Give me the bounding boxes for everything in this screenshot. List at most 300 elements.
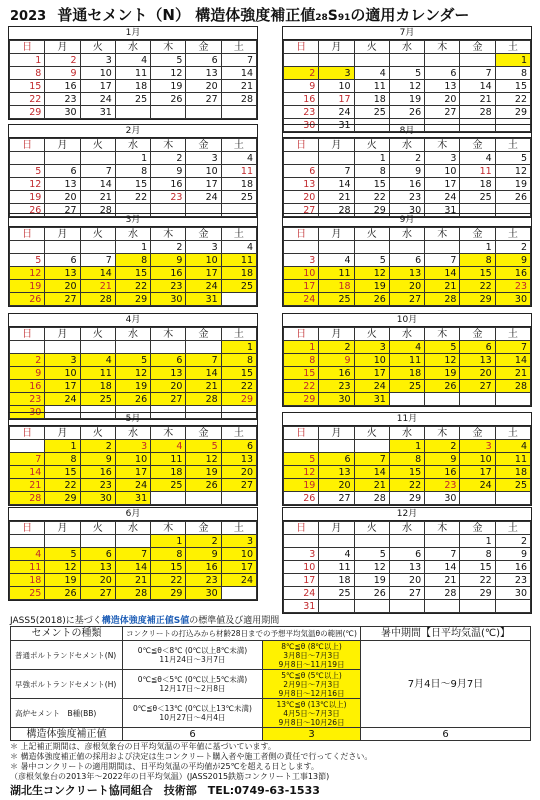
- week-row: [10, 574, 257, 587]
- day-cell: 11: [389, 354, 424, 367]
- day-cell: 22: [495, 93, 530, 106]
- day-cell: [495, 393, 530, 406]
- month-table: [283, 227, 531, 306]
- weekday-header: 土: [495, 328, 530, 341]
- day-cell: 11: [151, 453, 186, 466]
- day-cell: 5: [354, 548, 389, 561]
- day-cell: 1: [115, 241, 150, 254]
- day-cell: 13: [425, 80, 460, 93]
- day-cell: 9: [151, 165, 186, 178]
- day-cell: 1: [284, 341, 319, 354]
- day-cell: 21: [425, 574, 460, 587]
- weekday-header: 日: [284, 522, 319, 535]
- day-cell: 19: [151, 80, 186, 93]
- day-cell: 10: [221, 548, 256, 561]
- day-cell: [389, 600, 424, 613]
- day-cell: 13: [45, 267, 80, 280]
- day-cell: 26: [10, 204, 45, 217]
- day-cell: 16: [10, 380, 45, 393]
- day-cell: 17: [284, 280, 319, 293]
- weekday-header: 火: [354, 328, 389, 341]
- day-cell: 25: [319, 293, 354, 306]
- header-cement-type: セメントの種類: [11, 627, 123, 641]
- weekday-header: 火: [354, 522, 389, 535]
- day-cell: 16: [319, 367, 354, 380]
- day-cell: 24: [80, 93, 115, 106]
- day-cell: 21: [115, 574, 150, 587]
- day-cell: [284, 54, 319, 67]
- day-cell: [460, 54, 495, 67]
- day-cell: 5: [10, 165, 45, 178]
- weekday-header: 木: [425, 328, 460, 341]
- week-row: [284, 80, 531, 93]
- day-cell: 13: [45, 178, 80, 191]
- weekday-header: 水: [115, 41, 150, 54]
- day-cell: 2: [495, 241, 530, 254]
- day-cell: 21: [460, 93, 495, 106]
- day-cell: 19: [45, 574, 80, 587]
- day-cell: 22: [115, 191, 150, 204]
- day-cell: 7: [115, 548, 150, 561]
- day-cell: [115, 535, 150, 548]
- day-cell: 8: [10, 67, 45, 80]
- day-cell: 5: [115, 354, 150, 367]
- day-cell: 16: [425, 466, 460, 479]
- day-cell: [389, 393, 424, 406]
- day-cell: 12: [495, 165, 530, 178]
- day-cell: 5: [354, 254, 389, 267]
- day-cell: 7: [354, 453, 389, 466]
- week-row: [10, 80, 257, 93]
- weekday-header: 金: [460, 328, 495, 341]
- day-cell: 10: [186, 254, 221, 267]
- day-cell: 19: [495, 178, 530, 191]
- day-cell: 29: [284, 393, 319, 406]
- day-cell: 14: [186, 367, 221, 380]
- day-cell: 28: [80, 293, 115, 306]
- day-cell: 1: [115, 152, 150, 165]
- low-temp-range: 0℃≦θ＜8℃ (0℃以上8℃未満) 11月24日～3月7日: [123, 641, 263, 670]
- day-cell: 10: [425, 165, 460, 178]
- week-row: [284, 367, 531, 380]
- week-row: [10, 165, 257, 178]
- day-cell: 9: [80, 453, 115, 466]
- day-cell: 31: [425, 204, 460, 217]
- day-cell: 27: [151, 393, 186, 406]
- day-cell: 15: [10, 80, 45, 93]
- day-cell: 27: [460, 380, 495, 393]
- day-cell: 31: [284, 600, 319, 613]
- day-cell: 22: [460, 574, 495, 587]
- day-cell: 30: [319, 393, 354, 406]
- day-cell: 4: [151, 440, 186, 453]
- weekday-header: 土: [495, 41, 530, 54]
- day-cell: 4: [221, 152, 256, 165]
- day-cell: 2: [10, 354, 45, 367]
- day-cell: 1: [495, 54, 530, 67]
- day-cell: 6: [319, 453, 354, 466]
- day-cell: 14: [80, 267, 115, 280]
- week-row: [284, 54, 531, 67]
- day-cell: 7: [221, 54, 256, 67]
- day-cell: 7: [425, 254, 460, 267]
- day-cell: 6: [389, 254, 424, 267]
- day-cell: [354, 535, 389, 548]
- day-cell: 15: [45, 466, 80, 479]
- month-table: [9, 426, 257, 505]
- day-cell: 4: [319, 254, 354, 267]
- weekday-header: 木: [151, 328, 186, 341]
- low-temp-range: 0℃≦θ＜5℃ (0℃以上5℃未満) 12月17日～2月8日: [123, 670, 263, 699]
- weekday-header: 火: [80, 328, 115, 341]
- day-cell: 5: [45, 548, 80, 561]
- day-cell: 7: [425, 548, 460, 561]
- day-cell: 6: [460, 341, 495, 354]
- week-row: [284, 93, 531, 106]
- week-row: [10, 479, 257, 492]
- day-cell: 10: [115, 453, 150, 466]
- day-cell: 9: [186, 548, 221, 561]
- day-cell: 28: [115, 587, 150, 600]
- day-cell: 18: [221, 178, 256, 191]
- week-row: [10, 393, 257, 406]
- day-cell: 5: [284, 453, 319, 466]
- day-cell: 14: [221, 67, 256, 80]
- week-row: [284, 440, 531, 453]
- day-cell: [354, 440, 389, 453]
- month-label: 3月: [9, 214, 257, 227]
- day-cell: 16: [495, 267, 530, 280]
- weekday-header: 土: [495, 228, 530, 241]
- day-cell: 19: [389, 93, 424, 106]
- weekday-header: 水: [389, 41, 424, 54]
- day-cell: 11: [495, 453, 530, 466]
- day-cell: 26: [354, 293, 389, 306]
- day-cell: 16: [45, 80, 80, 93]
- day-cell: 27: [80, 587, 115, 600]
- day-cell: 13: [151, 367, 186, 380]
- month-calendar: [282, 412, 532, 506]
- day-cell: 21: [186, 380, 221, 393]
- month-calendar: [8, 124, 258, 218]
- high-temp-range: 5℃≦θ (5℃以上) 2月9日～7月3日 9月8日～12月16日: [263, 670, 361, 699]
- day-cell: [389, 241, 424, 254]
- day-cell: 17: [354, 367, 389, 380]
- day-cell: 18: [151, 466, 186, 479]
- day-cell: 26: [425, 380, 460, 393]
- weekday-header: 土: [221, 228, 256, 241]
- day-cell: 9: [389, 165, 424, 178]
- day-cell: 12: [389, 80, 424, 93]
- day-cell: 30: [186, 587, 221, 600]
- day-cell: [284, 241, 319, 254]
- day-cell: 25: [10, 587, 45, 600]
- day-cell: 17: [115, 466, 150, 479]
- day-cell: 3: [115, 440, 150, 453]
- day-cell: 9: [10, 367, 45, 380]
- day-cell: 25: [221, 280, 256, 293]
- week-row: [284, 380, 531, 393]
- month-label: 10月: [283, 314, 531, 327]
- week-row: [10, 106, 257, 119]
- day-cell: 8: [284, 354, 319, 367]
- day-cell: 22: [284, 380, 319, 393]
- day-cell: 11: [221, 165, 256, 178]
- day-cell: 6: [45, 254, 80, 267]
- weekday-header: 火: [354, 139, 389, 152]
- month-calendar: [8, 213, 258, 307]
- day-cell: 1: [10, 54, 45, 67]
- cement-name: 普通ポルトランドセメント(N): [11, 641, 123, 670]
- month-label: 9月: [283, 214, 531, 227]
- high-temp-range: 13℃≦θ (13℃以上) 4月5日～7月3日 9月8日～10月26日: [263, 699, 361, 728]
- day-cell: 8: [389, 453, 424, 466]
- day-cell: 8: [115, 254, 150, 267]
- week-row: [284, 587, 531, 600]
- week-row: [10, 466, 257, 479]
- weekday-header: 日: [10, 522, 45, 535]
- week-row: [284, 67, 531, 80]
- day-cell: 30: [80, 492, 115, 505]
- day-cell: 24: [319, 106, 354, 119]
- month-label: 8月: [283, 125, 531, 138]
- day-cell: 25: [354, 106, 389, 119]
- weekday-header: 火: [80, 427, 115, 440]
- week-row: [284, 241, 531, 254]
- day-cell: 12: [151, 67, 186, 80]
- day-cell: 11: [80, 367, 115, 380]
- weekday-header: 日: [284, 41, 319, 54]
- day-cell: 4: [115, 54, 150, 67]
- day-cell: [115, 341, 150, 354]
- day-cell: 3: [354, 341, 389, 354]
- day-cell: 4: [354, 67, 389, 80]
- day-cell: 10: [284, 561, 319, 574]
- day-cell: 10: [354, 354, 389, 367]
- day-cell: 29: [45, 492, 80, 505]
- day-cell: 5: [10, 254, 45, 267]
- weekday-header: 月: [45, 228, 80, 241]
- day-cell: [319, 54, 354, 67]
- month-label: 6月: [9, 508, 257, 521]
- day-cell: 27: [186, 93, 221, 106]
- day-cell: [460, 600, 495, 613]
- week-row: [10, 178, 257, 191]
- day-cell: 5: [151, 54, 186, 67]
- week-row: [10, 152, 257, 165]
- day-cell: [151, 341, 186, 354]
- weekday-header: 水: [115, 522, 150, 535]
- weekday-header: 火: [80, 522, 115, 535]
- day-cell: 20: [45, 280, 80, 293]
- day-cell: 9: [495, 254, 530, 267]
- day-cell: 13: [221, 453, 256, 466]
- day-cell: 14: [425, 561, 460, 574]
- day-cell: 29: [221, 393, 256, 406]
- day-cell: [10, 440, 45, 453]
- notes: ＊ 上記補正期間は、彦根気象台の日平均気温の平年値に基づいています。 ＊ 構造体強度補正値の採用および決定は生コンクリート購入者や施工者側の責任で行ってください。 ＊ 暑中コンクリートの適用期間は、日平均気温の平均値が25℃を超える日とします。 （彦根気象台の2013年～2022年の日平均気温）(JASS2015鉄筋コンクリート工事13節): [10, 742, 373, 781]
- month-label: 5月: [9, 413, 257, 426]
- correction-label: 構造体強度補正値: [11, 728, 123, 741]
- day-cell: 14: [495, 354, 530, 367]
- day-cell: [45, 152, 80, 165]
- weekday-header: 金: [186, 522, 221, 535]
- day-cell: 31: [80, 106, 115, 119]
- weekday-header: 土: [495, 427, 530, 440]
- cement-name: 高炉セメント B種(BB): [11, 699, 123, 728]
- day-cell: 31: [354, 393, 389, 406]
- day-cell: 12: [115, 367, 150, 380]
- day-cell: [319, 600, 354, 613]
- day-cell: 9: [495, 548, 530, 561]
- day-cell: 2: [45, 54, 80, 67]
- day-cell: [425, 535, 460, 548]
- day-cell: 16: [151, 178, 186, 191]
- day-cell: 28: [221, 93, 256, 106]
- day-cell: 15: [115, 178, 150, 191]
- day-cell: 26: [10, 293, 45, 306]
- day-cell: 21: [221, 80, 256, 93]
- day-cell: 19: [186, 466, 221, 479]
- day-cell: [186, 492, 221, 505]
- month-calendar: [8, 313, 258, 420]
- week-row: [10, 280, 257, 293]
- day-cell: [151, 106, 186, 119]
- day-cell: 29: [10, 106, 45, 119]
- day-cell: 11: [319, 267, 354, 280]
- week-row: [10, 341, 257, 354]
- week-row: [10, 191, 257, 204]
- month-table: [283, 138, 531, 217]
- day-cell: 13: [389, 267, 424, 280]
- day-cell: 28: [319, 204, 354, 217]
- day-cell: [389, 54, 424, 67]
- weekday-header: 水: [389, 427, 424, 440]
- day-cell: 1: [354, 152, 389, 165]
- day-cell: 8: [495, 67, 530, 80]
- day-cell: 10: [186, 165, 221, 178]
- weekday-header: 日: [10, 139, 45, 152]
- day-cell: 18: [115, 80, 150, 93]
- day-cell: 9: [284, 80, 319, 93]
- weekday-header: 月: [45, 41, 80, 54]
- day-cell: 12: [186, 453, 221, 466]
- day-cell: 4: [80, 354, 115, 367]
- day-cell: 8: [151, 548, 186, 561]
- week-row: [10, 453, 257, 466]
- week-row: [284, 466, 531, 479]
- day-cell: 6: [45, 165, 80, 178]
- day-cell: 18: [10, 574, 45, 587]
- day-cell: 7: [80, 254, 115, 267]
- footer: 湖北生コンクリート協同組合 技術部 TEL:0749-63-1533: [10, 784, 320, 797]
- month-table: [9, 138, 257, 217]
- week-row: [10, 293, 257, 306]
- day-cell: 18: [354, 93, 389, 106]
- day-cell: [460, 492, 495, 505]
- correction-high: 3: [263, 728, 361, 741]
- day-cell: 9: [319, 354, 354, 367]
- weekday-header: 木: [425, 41, 460, 54]
- week-row: [284, 393, 531, 406]
- day-cell: 17: [45, 380, 80, 393]
- day-cell: 24: [460, 479, 495, 492]
- weekday-header: 土: [221, 41, 256, 54]
- day-cell: 28: [460, 106, 495, 119]
- correction-low: 6: [123, 728, 263, 741]
- weekday-header: 水: [115, 139, 150, 152]
- day-cell: 3: [186, 241, 221, 254]
- day-cell: 14: [115, 561, 150, 574]
- day-cell: 3: [221, 535, 256, 548]
- jass-caption: JASS5(2018)に基づく構造体強度補正値S値の標準値及び適用期間: [10, 616, 280, 626]
- day-cell: 24: [284, 587, 319, 600]
- day-cell: 24: [186, 280, 221, 293]
- day-cell: [221, 106, 256, 119]
- day-cell: 6: [284, 165, 319, 178]
- weekday-header: 火: [354, 228, 389, 241]
- day-cell: 25: [80, 393, 115, 406]
- day-cell: 12: [10, 178, 45, 191]
- week-row: [10, 440, 257, 453]
- weekday-header: 日: [284, 427, 319, 440]
- weekday-header: 木: [151, 41, 186, 54]
- day-cell: 6: [80, 548, 115, 561]
- weekday-header: 水: [389, 139, 424, 152]
- day-cell: 24: [186, 191, 221, 204]
- day-cell: 17: [425, 178, 460, 191]
- month-label: 7月: [283, 27, 531, 40]
- day-cell: 18: [460, 178, 495, 191]
- day-cell: 25: [151, 479, 186, 492]
- weekday-header: 木: [151, 228, 186, 241]
- day-cell: 9: [425, 453, 460, 466]
- day-cell: 7: [80, 165, 115, 178]
- day-cell: 13: [284, 178, 319, 191]
- day-cell: [425, 393, 460, 406]
- week-row: [10, 54, 257, 67]
- day-cell: 2: [80, 440, 115, 453]
- month-calendar: [282, 124, 532, 218]
- day-cell: 27: [221, 479, 256, 492]
- day-cell: 25: [460, 191, 495, 204]
- month-calendar: [8, 26, 258, 120]
- weekday-header: 月: [45, 522, 80, 535]
- day-cell: 14: [425, 267, 460, 280]
- day-cell: [221, 293, 256, 306]
- day-cell: 24: [221, 574, 256, 587]
- day-cell: 26: [495, 191, 530, 204]
- week-row: [284, 178, 531, 191]
- day-cell: 7: [460, 67, 495, 80]
- weekday-header: 月: [45, 139, 80, 152]
- day-cell: 20: [221, 466, 256, 479]
- day-cell: 14: [10, 466, 45, 479]
- day-cell: 24: [45, 393, 80, 406]
- day-cell: 30: [425, 492, 460, 505]
- day-cell: [460, 393, 495, 406]
- weekday-header: 木: [151, 427, 186, 440]
- month-label: 1月: [9, 27, 257, 40]
- high-temp-range: 8℃≦θ (8℃以上) 3月8日～7月3日 9月8日～11月19日: [263, 641, 361, 670]
- day-cell: [186, 341, 221, 354]
- weekday-header: 月: [319, 427, 354, 440]
- day-cell: 12: [10, 267, 45, 280]
- day-cell: 17: [186, 267, 221, 280]
- day-cell: 15: [460, 561, 495, 574]
- day-cell: 20: [460, 367, 495, 380]
- day-cell: 22: [10, 93, 45, 106]
